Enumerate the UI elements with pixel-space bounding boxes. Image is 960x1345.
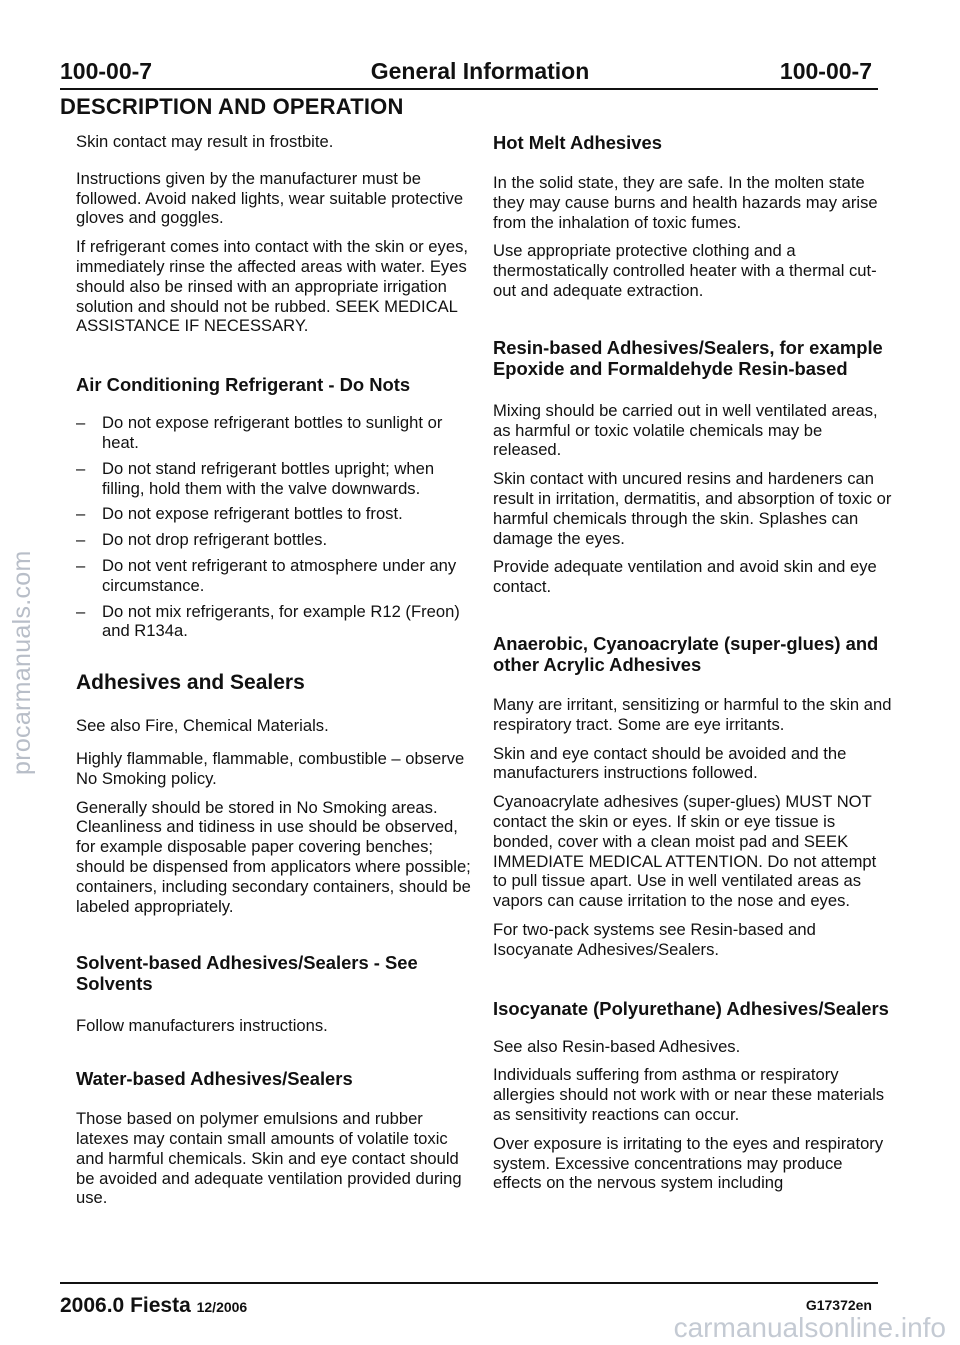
page-number-right: 100-00-7 (779, 58, 872, 84)
dash-bullet: – (76, 601, 86, 621)
ac-dont-list (76, 413, 471, 641)
footer-rule (60, 1282, 878, 1284)
isocyanate-text-3: Over exposure is irritating to the eyes and respiratory system. Excessive concentrations may produce effects on the nervous system including (493, 1133, 884, 1193)
footer-model-name: 2006.0 Fiesta (60, 1294, 191, 1317)
list-item: – Do not vent refrigerant to atmosphere under any circumstance. (76, 555, 457, 595)
resin-text-3: Provide adequate ventilation and avoid skin and eye contact. (493, 557, 877, 597)
frostbite-text: Skin contact may result in frostbite. (76, 132, 334, 151)
hotmelt-text-2: Use appropriate protective clothing and a thermostatically controlled heater with a thermal cut-out and adequate extraction. (493, 241, 877, 300)
resin-text-1: Mixing should be carried out in well ventilated areas, as harmful or toxic volatile chemicals may be released. (493, 400, 878, 460)
anaerobic-text-1: Many are irritant, sensitizing or harmful to the skin and respiratory tract. Some are eye irritants. (493, 694, 892, 734)
footer-doc-code: G17372en (805, 1297, 872, 1313)
list-item: – Do not drop refrigerant bottles. (76, 530, 328, 550)
side-watermark: procarmanuals.com (8, 550, 36, 775)
list-item: – Do not expose refrigerant bottles to sunlight or heat. (76, 413, 443, 452)
hotmelt-text-1: In the solid state, they are safe. In the molten state they may cause burns and health hazards may arise from the inhalation of toxic fumes. (493, 173, 878, 232)
adhesives-heading: Adhesives and Sealers (76, 671, 305, 695)
dash-bullet: – (76, 504, 86, 524)
footer-model (60, 1294, 247, 1318)
resin-text-2: Skin contact with uncured resins and hardeners can result in irritation, dermatitis, and absorption of toxic or harmful chemicals through the skin. Splashes can damage the eyes. (493, 469, 892, 548)
water-text: Those based on polymer emulsions and rubber latexes may contain small amounts of volatile toxic and harmful chemicals. Skin and eye contact should be avoided and adequate ventilation provided during use. (76, 1109, 462, 1208)
anaerobic-text-2: Skin and eye contact should be avoided and the manufacturers instructions followed. (493, 743, 847, 783)
solvent-heading: Solvent-based Adhesives/Sealers - See Solvents (76, 952, 418, 995)
list-item: – Do not expose refrigerant bottles to frost. (76, 504, 403, 524)
list-item: – Do not stand refrigerant bottles upright; when filling, hold them with the valve downwards. (76, 458, 435, 498)
ac-dont-heading: Air Conditioning Refrigerant - Do Nots (76, 374, 411, 396)
resin-heading: Resin-based Adhesives/Sealers, for example Epoxide and Formaldehyde Resin-based (493, 336, 883, 379)
hotmelt-heading: Hot Melt Adhesives (493, 132, 662, 153)
dash-bullet: – (76, 530, 86, 550)
dash-bullet: – (76, 413, 86, 433)
solvent-text: Follow manufacturers instructions. (76, 1016, 328, 1036)
left-column (76, 132, 471, 1217)
dash-bullet: – (76, 555, 86, 575)
isocyanate-text-2: Individuals suffering from asthma or respiratory allergies should not work with or near these materials as sensitivity reactions can occur. (493, 1065, 885, 1124)
page-number-left: 100-00-7 (60, 58, 153, 84)
dash-bullet: – (76, 458, 86, 478)
right-column (493, 132, 893, 1202)
water-heading: Water-based Adhesives/Sealers (76, 1068, 353, 1090)
list-item: – Do not mix refrigerants, for example R12 (Freon) and R134a. (76, 601, 460, 641)
isocyanate-heading: Isocyanate (Polyurethane) Adhesives/Sealers (493, 997, 889, 1019)
adhesives-storage: Generally should be stored in No Smoking areas. Cleanliness and tidiness in use should be observed, for example disposable paper covering benches; should be dispensed from applicators where possible; containers, including secondary containers, should be labeled appropriately. (76, 797, 471, 916)
page-title: General Information (370, 58, 590, 84)
footer-date: 12/2006 (196, 1299, 248, 1315)
anaerobic-text-4: For two-pack systems see Resin-based and Isocyanate Adhesives/Sealers. (493, 919, 816, 959)
bottom-watermark: carmanualsonline.info (673, 1312, 946, 1343)
section-label: DESCRIPTION AND OPERATION (60, 94, 404, 119)
anaerobic-text-3: Cyanoacrylate adhesives (super-glues) MUST NOT contact the skin or eyes. If skin or eye tissue is bonded, cover with a clean moist pad and SEEK IMMEDIATE MEDICAL ATTENTION. Do not attempt to pull tissue apart. Use in well ventilated areas as vapors can cause irritation to the nose and eyes. (493, 792, 877, 911)
instructions-text: Instructions given by the manufacturer must be followed. Avoid naked lights, wear suitable protective gloves and goggles. (76, 168, 464, 228)
refrigerant-contact-text: If refrigerant comes into contact with the skin or eyes, immediately rinse the affected areas with water. Eyes should also be rinsed with an appropriate irrigation solution and should not be rubbed. SEEK MEDICAL ASSISTANCE IF NECESSARY. (76, 237, 468, 336)
adhesives-flammable: Highly flammable, flammable, combustible – observe No Smoking policy. (76, 748, 465, 788)
adhesives-see-also: See also Fire, Chemical Materials. (76, 716, 329, 736)
isocyanate-text-1: See also Resin-based Adhesives. (493, 1036, 741, 1056)
header-rule (60, 88, 878, 90)
anaerobic-heading: Anaerobic, Cyanoacrylate (super-glues) and other Acrylic Adhesives (493, 632, 879, 675)
